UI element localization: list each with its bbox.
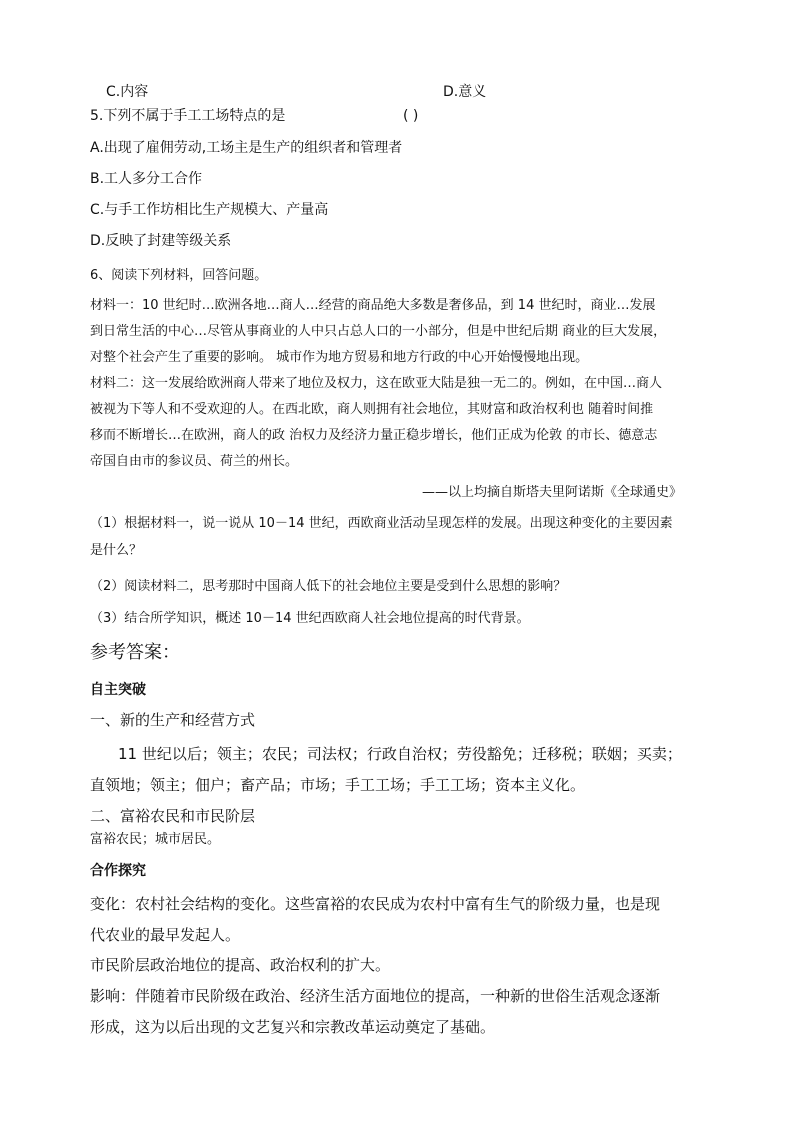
q5-answer-paren: ( ) xyxy=(403,108,419,124)
cooperation-line: 代农业的最早发起人。 xyxy=(90,926,241,944)
q6-material2-line: 材料二：这一发展给欧洲商人带来了地位及权力，这在欧亚大陆是独一无二的。例如，在中国…商人 xyxy=(90,376,663,391)
section2-line: 富裕农民；城市居民。 xyxy=(90,832,221,847)
section1-line: 直领地；领主；佃户；畜产品；市场；手工工场；手工工场；资本主义化。 xyxy=(90,776,586,794)
q5-stem: 5.下列不属于手工工场特点的是 xyxy=(90,108,286,124)
section1-line: 11 世纪以后；领主；农民；司法权；行政自治权；劳役豁免；迁移税；联姻；买卖； xyxy=(118,745,682,763)
q6-subquestion-2: （2）阅读材料二，思考那时中国商人低下的社会地位主要是受到什么思想的影响？ xyxy=(90,579,567,594)
cooperation-line: 变化：农村社会结构的变化。这些富裕的农民成为农村中富有生气的阶级力量，也是现 xyxy=(90,895,661,913)
q5-option-a: A.出现了雇佣劳动,工场主是生产的组织者和管理者 xyxy=(90,140,403,156)
section1-title: 一、新的生产和经营方式 xyxy=(90,711,256,729)
q4-option-c: C.内容 xyxy=(106,84,149,100)
q6-material2-line: 帝国自由市的参议员、荷兰的州长。 xyxy=(90,454,299,469)
q6-material1-line: 材料一：10 世纪时…欧洲各地…商人…经营的商品绝大多数是奢侈品，到 14 世纪时，商业…发展 xyxy=(90,298,656,313)
cooperation-heading: 合作探究 xyxy=(90,863,146,879)
section2-title: 二、富裕农民和市民阶层 xyxy=(90,807,256,825)
q5-option-c: C.与手工作坊相比生产规模大、产量高 xyxy=(90,202,329,218)
self-study-heading: 自主突破 xyxy=(90,682,146,698)
cooperation-line: 形成，这为以后出现的文艺复兴和宗教改革运动奠定了基础。 xyxy=(90,1018,496,1036)
q4-option-d: D.意义 xyxy=(443,84,487,100)
answers-title: 参考答案： xyxy=(90,642,180,663)
q6-stem: 6、阅读下列材料，回答问题。 xyxy=(90,268,268,283)
q6-material2-line: 移而不断增长…在欧洲，商人的政 治权力及经济力量正稳步增长，他们正成为伦敦 的市长、德意志 xyxy=(90,428,658,443)
q6-subquestion-3: （3）结合所学知识，概述 10－14 世纪西欧商人社会地位提高的时代背景。 xyxy=(90,611,530,626)
q6-material2-line: 被视为下等人和不受欢迎的人。在西北欧，商人则拥有社会地位，其财富和政治权利也 随着时间推 xyxy=(90,402,654,417)
q6-material1-line: 到日常生活的中心…尽管从事商业的人中只占总人口的一小部分，但是中世纪后期 商业的巨大发展， xyxy=(90,324,667,339)
cooperation-line: 影响：伴随着市民阶级在政治、经济生活方面地位的提高，一种新的世俗生活观念逐渐 xyxy=(90,987,661,1005)
q6-material1-line: 对整个社会产生了重要的影响。 城市作为地方贸易和地方行政的中心开始慢慢地出现。 xyxy=(90,350,589,365)
q5-option-b: B.工人多分工合作 xyxy=(90,171,203,187)
q6-source: ——以上均摘自斯塔夫里阿诺斯《全球通史》 xyxy=(422,485,683,500)
q6-subquestion-1-cont: 是什么？ xyxy=(90,543,143,558)
cooperation-line: 市民阶层政治地位的提高、政治权利的扩大。 xyxy=(90,956,391,974)
q6-subquestion-1: （1）根据材料一，说一说从 10－14 世纪，西欧商业活动呈现怎样的发展。出现这种变化的主要因素 xyxy=(90,516,673,531)
q5-option-d: D.反映了封建等级关系 xyxy=(90,233,232,249)
